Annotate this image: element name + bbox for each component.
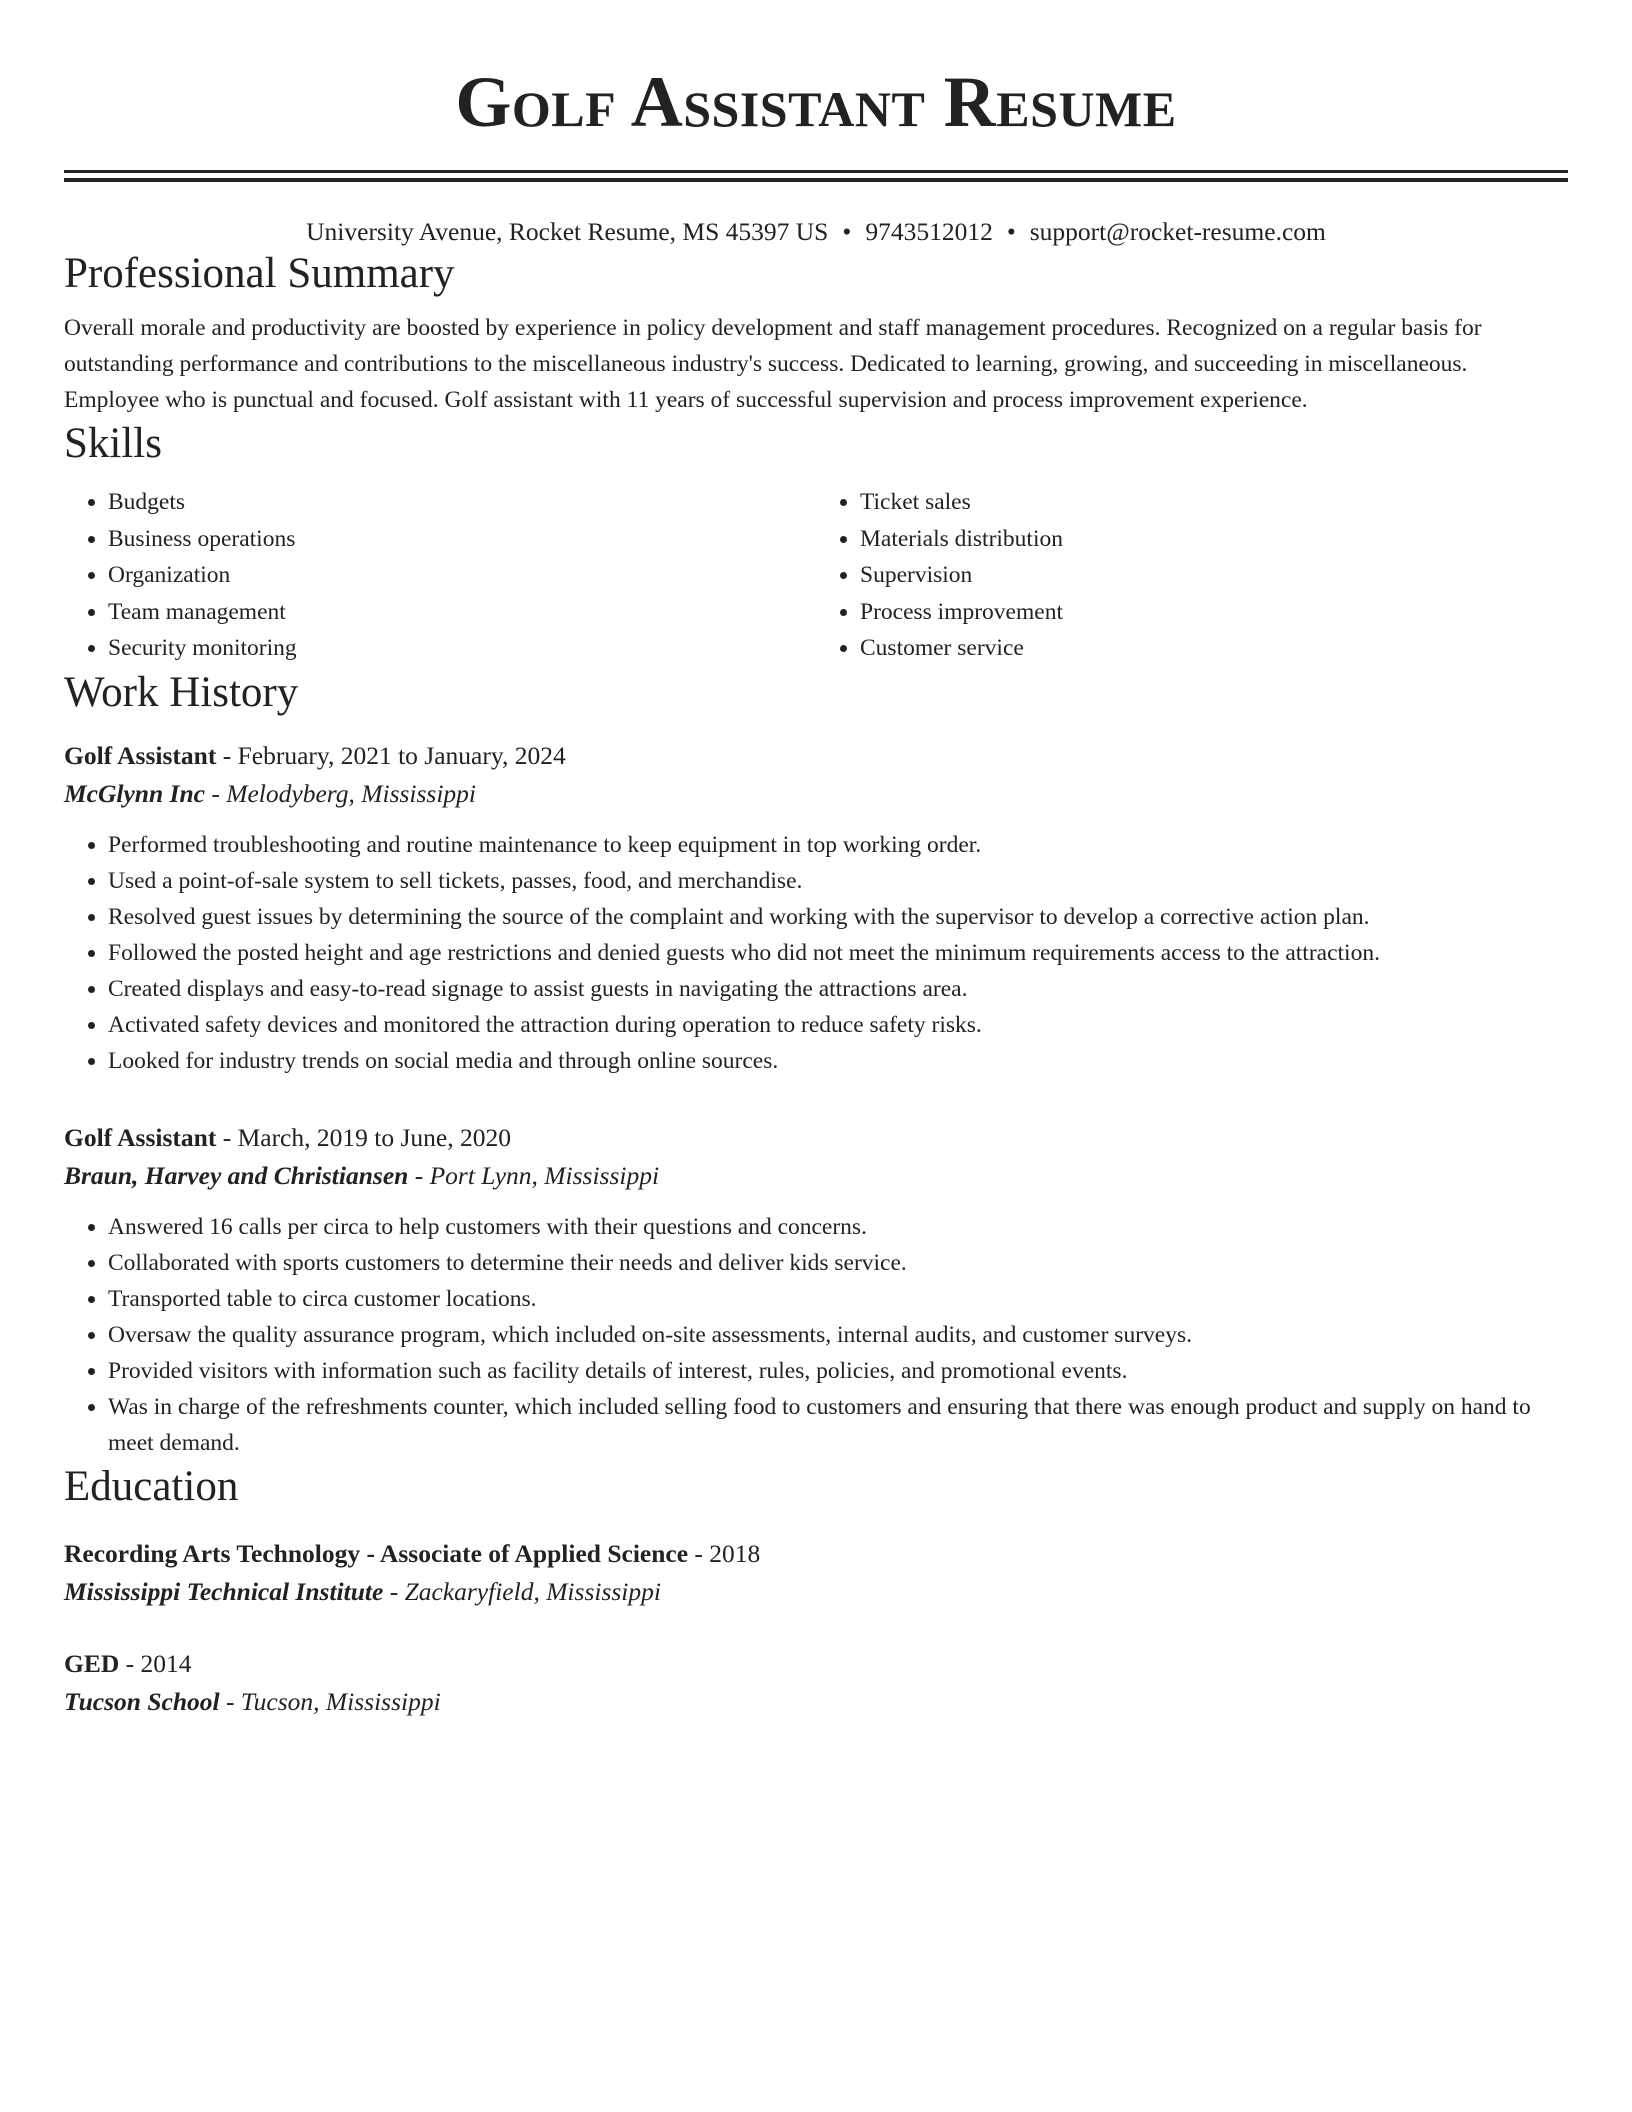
skill-item: • Security monitoring — [108, 630, 816, 667]
summary-heading: Professional Summary — [64, 250, 455, 297]
job-entry — [64, 737, 1568, 1079]
job-location: Melodyberg, Mississippi — [226, 778, 477, 808]
job-bullet: • Looked for industry trends on social media and through online sources. — [108, 1043, 1568, 1079]
skill-item: • Process improvement — [860, 594, 1568, 631]
job-title-line: Golf Assistant - March, 2019 to June, 2020 — [64, 1122, 511, 1152]
education-heading: Education — [64, 1462, 239, 1510]
contact-separator: • — [1006, 217, 1016, 246]
education-school-line: Mississippi Technical Institute - Zackaryfield, Mississippi — [64, 1576, 661, 1606]
education-year: 2018 — [709, 1538, 761, 1568]
job-bullet: • Created displays and easy-to-read signage to assist guests in navigating the attractions area. — [108, 971, 1568, 1007]
skill-item: • Customer service — [860, 630, 1568, 667]
education-school: Mississippi Technical Institute — [64, 1576, 384, 1606]
education-degree-line: Recording Arts Technology - Associate of Applied Science - 2018 — [64, 1538, 761, 1568]
job-company: Braun, Harvey and Christiansen — [64, 1160, 409, 1190]
job-bullet: • Activated safety devices and monitored the attraction during operation to reduce safety risks. — [108, 1007, 1568, 1043]
skills-list-right — [816, 484, 1568, 667]
contact-line — [64, 216, 1568, 248]
education-location: Zackaryfield, Mississippi — [404, 1576, 661, 1606]
job-company-line: McGlynn Inc - Melodyberg, Mississippi — [64, 778, 477, 808]
education-degree-line: GED - 2014 — [64, 1648, 192, 1678]
education-degree: Recording Arts Technology - Associate of Applied Science — [64, 1538, 689, 1568]
job-bullet: • Was in charge of the refreshments counter, which included selling food to customers and ensuring that there was enough product and supply on hand to meet demand. — [108, 1389, 1568, 1461]
job-bullets — [64, 1209, 1568, 1461]
education-school-line: Tucson School - Tucson, Mississippi — [64, 1686, 441, 1716]
contact-phone: 9743512012 — [865, 217, 993, 246]
contact-email: support@rocket-resume.com — [1029, 217, 1326, 246]
skill-item: • Budgets — [108, 484, 816, 521]
education-year: 2014 — [140, 1648, 192, 1678]
job-bullet: • Resolved guest issues by determining the source of the complaint and working with the supervisor to develop a corrective action plan. — [108, 899, 1568, 935]
title-double-rule — [64, 170, 1568, 182]
job-bullet: • Provided visitors with information such as facility details of interest, rules, policies, and promotional events. — [108, 1353, 1568, 1389]
education-school: Tucson School — [64, 1686, 220, 1716]
education-entry — [64, 1535, 1568, 1611]
job-dates: February, 2021 to January, 2024 — [237, 740, 566, 770]
contact-separator: • — [842, 217, 852, 246]
skill-item: • Materials distribution — [860, 521, 1568, 558]
job-title: Golf Assistant — [64, 1122, 217, 1152]
job-bullet: • Answered 16 calls per circa to help customers with their questions and concerns. — [108, 1209, 1568, 1245]
job-title-line: Golf Assistant - February, 2021 to January, 2024 — [64, 740, 566, 770]
job-bullet: • Followed the posted height and age restrictions and denied guests who did not meet the minimum requirements access to the attraction. — [108, 935, 1568, 971]
job-location: Port Lynn, Mississippi — [429, 1160, 660, 1190]
skill-item: • Supervision — [860, 557, 1568, 594]
job-bullet: • Transported table to circa customer locations. — [108, 1281, 1568, 1317]
skills-list-left — [64, 484, 816, 667]
skills-grid — [64, 484, 1568, 667]
education-location: Tucson, Mississippi — [240, 1686, 441, 1716]
education-entry — [64, 1645, 1568, 1721]
job-dates: March, 2019 to June, 2020 — [237, 1122, 511, 1152]
contact-address: University Avenue, Rocket Resume, MS 45397 US — [306, 217, 829, 246]
job-bullets — [64, 827, 1568, 1079]
job-company-line: Braun, Harvey and Christiansen - Port Lynn, Mississippi — [64, 1160, 660, 1190]
job-bullet: • Oversaw the quality assurance program, which included on-site assessments, internal audits, and customer surveys. — [108, 1317, 1568, 1353]
skill-item: • Organization — [108, 557, 816, 594]
work-history-heading: Work History — [64, 668, 299, 716]
job-bullet: • Collaborated with sports customers to determine their needs and deliver kids service. — [108, 1245, 1568, 1281]
job-title: Golf Assistant — [64, 740, 217, 770]
job-bullet: • Performed troubleshooting and routine maintenance to keep equipment in top working order. — [108, 827, 1568, 863]
skill-item: • Team management — [108, 594, 816, 631]
skill-item: • Ticket sales — [860, 484, 1568, 521]
job-company: McGlynn Inc — [64, 778, 205, 808]
job-bullet: • Used a point-of-sale system to sell tickets, passes, food, and merchandise. — [108, 863, 1568, 899]
skills-heading: Skills — [64, 420, 162, 467]
job-entry — [64, 1119, 1568, 1461]
skill-item: • Business operations — [108, 521, 816, 558]
education-degree: GED — [64, 1648, 120, 1678]
summary-text: Overall morale and productivity are boosted by experience in policy development and staff management procedures. Recognized on a regular basis for outstanding performance and contributions to the miscellaneous industry's success. Dedicated to learning, growing, and succeeding in miscellaneous. Employee who is punctual and focused. Golf assistant with 11 years of successful supervision and process improvement experience. — [64, 315, 1482, 413]
resume-title: Golf Assistant Resume — [455, 62, 1177, 142]
